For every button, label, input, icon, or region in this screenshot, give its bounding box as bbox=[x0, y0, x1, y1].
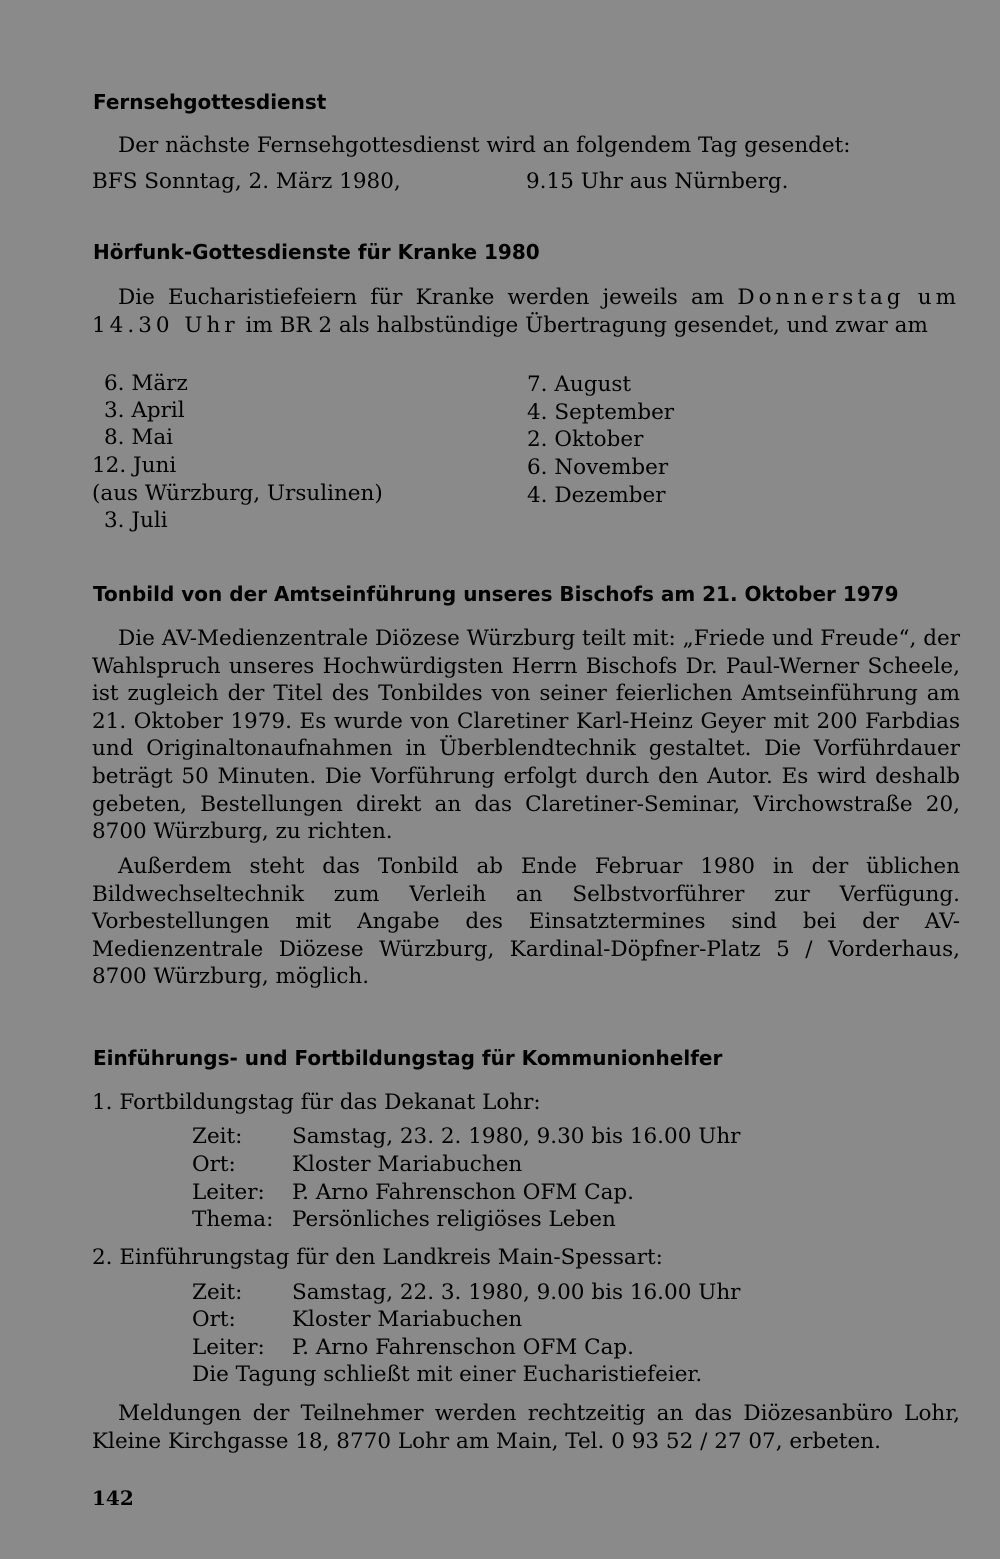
item1-label-leiter: Leiter: bbox=[192, 1180, 265, 1205]
heading-kommunionhelfer: Einführungs- und Fortbildungstag für Kommunionhelfer bbox=[93, 1046, 723, 1070]
tv-service-date: BFS Sonntag, 2. März 1980, bbox=[92, 169, 401, 194]
item2-title: 2. Einführungstag für den Landkreis Main-Spessart: bbox=[92, 1245, 663, 1270]
item1-label-thema: Thema: bbox=[192, 1207, 274, 1232]
item1-title: 1. Fortbildungstag für das Dekanat Lohr: bbox=[92, 1090, 541, 1115]
date-left-4: 12. Juni bbox=[92, 453, 177, 478]
item2-label-leiter: Leiter: bbox=[192, 1335, 265, 1360]
intro-part-a: Die Eucharistiefeiern für Kranke werden jeweils am bbox=[118, 285, 725, 310]
date-right-4: 6. November bbox=[527, 455, 669, 480]
tonbild-paragraph-2 bbox=[92, 853, 960, 991]
item2-value-leiter: P. Arno Fahrenschon OFM Cap. bbox=[292, 1335, 634, 1360]
radio-services-intro bbox=[92, 284, 960, 339]
intro-part-b: im BR 2 als halbstündige Übertragung gesendet, und zwar am bbox=[245, 312, 928, 338]
date-left-1: 6. März bbox=[104, 371, 188, 396]
intro-day: Donnerstag bbox=[737, 285, 905, 310]
item2-note: Die Tagung schließt mit einer Eucharistiefeier. bbox=[192, 1362, 703, 1387]
item1-value-leiter: P. Arno Fahrenschon OFM Cap. bbox=[292, 1180, 634, 1205]
closing-paragraph bbox=[92, 1400, 960, 1455]
item2-value-zeit: Samstag, 22. 3. 1980, 9.00 bis 16.00 Uhr bbox=[292, 1280, 741, 1305]
item1-value-thema: Persönliches religiöses Leben bbox=[292, 1207, 616, 1232]
tv-service-time: 9.15 Uhr aus Nürnberg. bbox=[526, 169, 789, 194]
date-right-2: 4. September bbox=[527, 400, 675, 425]
date-right-1: 7. August bbox=[527, 372, 632, 397]
date-left-6: 3. Juli bbox=[104, 508, 168, 533]
tv-service-line: Der nächste Fernsehgottesdienst wird an folgendem Tag gesendet: bbox=[118, 133, 851, 158]
date-right-3: 2. Oktober bbox=[527, 427, 644, 452]
tonbild-paragraph-1 bbox=[92, 625, 960, 846]
item2-label-zeit: Zeit: bbox=[192, 1280, 243, 1305]
heading-radio-services: Hörfunk-Gottesdienste für Kranke 1980 bbox=[93, 240, 540, 264]
item1-label-zeit: Zeit: bbox=[192, 1124, 243, 1149]
item1-label-ort: Ort: bbox=[192, 1152, 236, 1177]
heading-fernsehgottesdienst: Fernsehgottesdienst bbox=[93, 90, 327, 114]
date-left-3: 8. Mai bbox=[104, 425, 174, 450]
tonbild-paragraph-2-text: Außerdem steht das Tonbild ab Ende Februar 1980 in der üblichen Bildwechseltechnik zum Verleih an Selbstvorführer zur Verfügung. Vorbestellungen mit Angabe des Einsatztermines sind bei der AV-Medienzentrale Diözese Würzburg, Kardinal-Döpfner-Platz 5 / Vorderhaus, 8700 Würzburg, möglich. bbox=[92, 854, 960, 990]
item2-label-ort: Ort: bbox=[192, 1307, 236, 1332]
intro-time: um 14.30 Uhr bbox=[92, 285, 960, 338]
page-number: 142 bbox=[92, 1486, 134, 1510]
heading-tonbild: Tonbild von der Amtseinführung unseres Bischofs am 21. Oktober 1979 bbox=[93, 582, 899, 606]
tonbild-paragraph-1-text: Die AV-Medienzentrale Diözese Würzburg teilt mit: „Friede und Freude“, der Wahlspruch unseres Hochwürdigsten Herrn Bischofs Dr. Paul-Werner Scheele, ist zugleich der Titel des Tonbildes von seiner feierlichen Amtseinführung am 21. Oktober 1979. Es wurde von Claretiner Karl-Heinz Geyer mit 200 Farbdias und Originaltonaufnahmen in Überblendtechnik gestaltet. Die Vorführdauer beträgt 50 Minuten. Die Vorführung erfolgt durch den Autor. Es wird deshalb gebeten, Bestellungen direkt an das Claretiner-Seminar, Virchowstraße 20, 8700 Würzburg, zu richten. bbox=[92, 626, 960, 845]
date-right-5: 4. Dezember bbox=[527, 483, 666, 508]
date-left-2: 3. April bbox=[104, 398, 185, 423]
item2-value-ort: Kloster Mariabuchen bbox=[292, 1307, 523, 1332]
closing-paragraph-text: Meldungen der Teilnehmer werden rechtzeitig an das Diözesanbüro Lohr, Kleine Kirchgasse 18, 8770 Lohr am Main, Tel. 0 93 52 / 27 07, erbeten. bbox=[92, 1401, 960, 1454]
date-left-5: (aus Würzburg, Ursulinen) bbox=[92, 481, 383, 506]
item1-value-ort: Kloster Mariabuchen bbox=[292, 1152, 523, 1177]
item1-value-zeit: Samstag, 23. 2. 1980, 9.30 bis 16.00 Uhr bbox=[292, 1124, 741, 1149]
